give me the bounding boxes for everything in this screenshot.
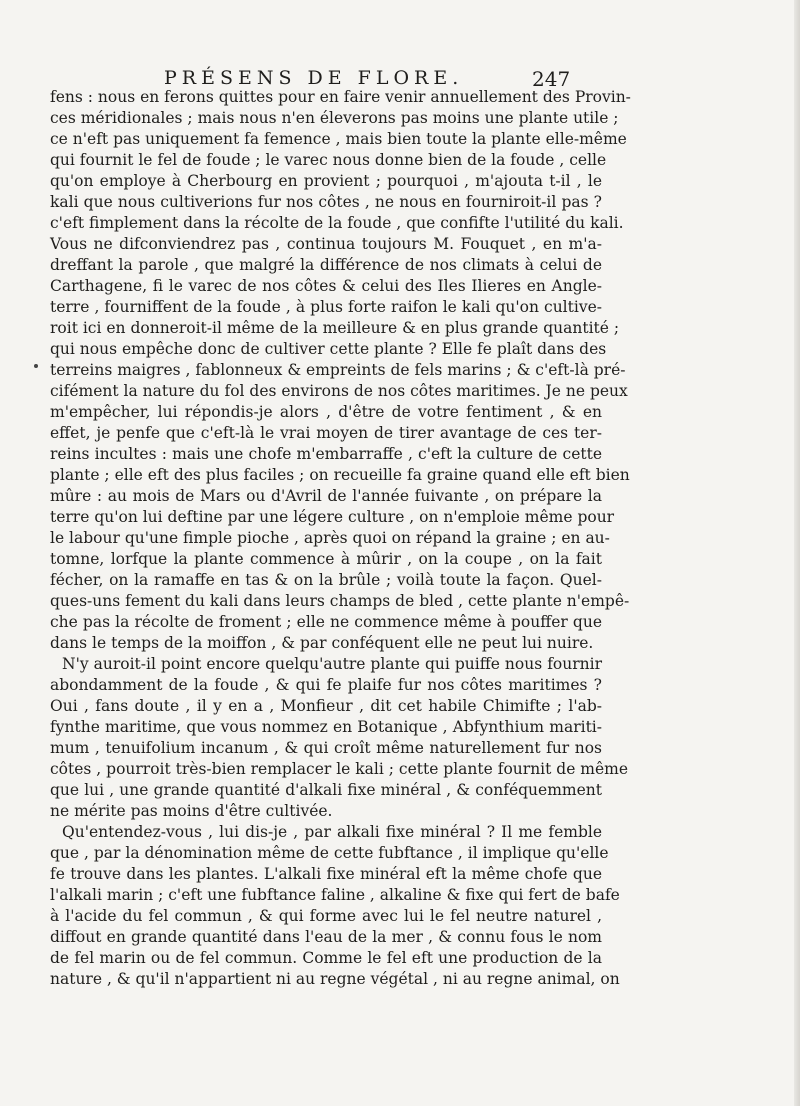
text-line: Qu'entendez-vous , lui dis-je , par alkali fixe minéral ? Il me femble xyxy=(62,823,602,841)
page-number: 247 xyxy=(532,67,571,91)
text-line: fens : nous en ferons quittes pour en faire venir annuellement des Provin- xyxy=(50,88,631,106)
text-line: reins incultes : mais une chofe m'embarraffe , c'eft la culture de cette xyxy=(50,445,602,463)
text-line: fécher, on la ramaffe en tas & on la brûle ; voilà toute la façon. Quel- xyxy=(50,571,602,589)
text-line: abondamment de la foude , & qui fe plaife fur nos côtes maritimes ? xyxy=(50,676,602,694)
text-line: Oui , fans doute , il y en a , Monfieur , dit cet habile Chimifte ; l'ab- xyxy=(50,697,602,715)
text-line: N'y auroit-il point encore quelqu'autre plante qui puiffe nous fournir xyxy=(62,655,602,673)
text-line: che pas la récolte de froment ; elle ne commence même à pouffer que xyxy=(50,613,602,631)
text-line: ques-uns fement du kali dans leurs champs de bled , cette plante n'empê- xyxy=(50,592,630,610)
text-line: effet, je penfe que c'eft-là le vrai moyen de tirer avantage de ces ter- xyxy=(50,424,602,442)
running-title: PRÉSENS DE FLORE. xyxy=(164,67,464,89)
text-line: diffout en grande quantité dans l'eau de la mer , & connu fous le nom xyxy=(50,928,602,946)
text-line: qu'on employe à Cherbourg en provient ; pourquoi , m'ajouta t-il , le xyxy=(50,172,602,190)
text-line: tomne, lorfque la plante commence à mûrir , on la coupe , on la fait xyxy=(50,550,602,568)
text-line: plante ; elle eft des plus faciles ; on recueille fa graine quand elle eft bien xyxy=(50,466,630,484)
text-line: cifément la nature du fol des environs de nos côtes maritimes. Je ne peux xyxy=(50,382,628,400)
text-line: de fel marin ou de fel commun. Comme le fel eft une production de la xyxy=(50,949,602,967)
text-line: à l'acide du fel commun , & qui forme avec lui le fel neutre naturel , xyxy=(50,907,602,925)
text-line: dreffant la parole , que malgré la différence de nos climats à celui de xyxy=(50,256,602,274)
text-line: que lui , une grande quantité d'alkali fixe minéral , & conféquemment xyxy=(50,781,602,799)
text-line: Vous ne difconviendrez pas , continua toujours M. Fouquet , en m'a- xyxy=(50,235,602,253)
scan-edge xyxy=(794,0,800,1106)
text-line: mûre : au mois de Mars ou d'Avril de l'année fuivante , on prépare la xyxy=(50,487,602,505)
text-line: terre , fourniffent de la foude , à plus forte raifon le kali qu'on cultive- xyxy=(50,298,602,316)
text-line: mum , tenuifolium incanum , & qui croît même naturellement fur nos xyxy=(50,739,602,757)
text-line: qui fournit le fel de foude ; le varec nous donne bien de la foude , celle xyxy=(50,151,607,169)
text-line: terre qu'on lui deftine par une légere culture , on n'emploie même pour xyxy=(50,508,615,526)
text-line: fynthe maritime, que vous nommez en Botanique , Abfynthium mariti- xyxy=(50,718,602,736)
text-line: nature , & qu'il n'appartient ni au regne végétal , ni au regne animal, on xyxy=(50,970,620,988)
text-line: l'alkali marin ; c'eft une fubftance faline , alkaline & fixe qui fert de bafe xyxy=(50,886,620,904)
text-line: Carthagene, fi le varec de nos côtes & celui des Iles Ilieres en Angle- xyxy=(50,277,602,295)
text-line: m'empêcher, lui répondis-je alors , d'être de votre fentiment , & en xyxy=(50,403,602,421)
text-line: le labour qu'une fimple pioche , après quoi on répand la graine ; en au- xyxy=(50,529,610,547)
body-text xyxy=(50,87,631,990)
text-line: qui nous empêche donc de cultiver cette plante ? Elle fe plaît dans des xyxy=(50,340,607,358)
margin-mark xyxy=(34,364,38,368)
text-line: ne mérite pas moins d'être cultivée. xyxy=(50,802,333,820)
text-line: roit ici en donneroit-il même de la meilleure & en plus grande quantité ; xyxy=(50,319,620,337)
text-line: terreins maigres , fablonneux & empreints de fels marins ; & c'eft-là pré- xyxy=(50,361,626,379)
text-line: ces méridionales ; mais nous n'en éleverons pas moins une plante utile ; xyxy=(50,109,619,127)
text-line: côtes , pourroit très-bien remplacer le kali ; cette plante fournit de même xyxy=(50,760,629,778)
text-line: que , par la dénomination même de cette fubftance , il implique qu'elle xyxy=(50,844,609,862)
text-line: c'eft fimplement dans la récolte de la foude , que confifte l'utilité du kali. xyxy=(50,214,624,232)
text-line: dans le temps de la moiffon , & par conféquent elle ne peut lui nuire. xyxy=(50,634,594,652)
text-line: fe trouve dans les plantes. L'alkali fixe minéral eft la même chofe que xyxy=(50,865,602,883)
text-line: kali que nous cultiverions fur nos côtes , ne nous en fourniroit-il pas ? xyxy=(50,193,602,211)
text-line: ce n'eft pas uniquement fa femence , mais bien toute la plante elle-même xyxy=(50,130,627,148)
